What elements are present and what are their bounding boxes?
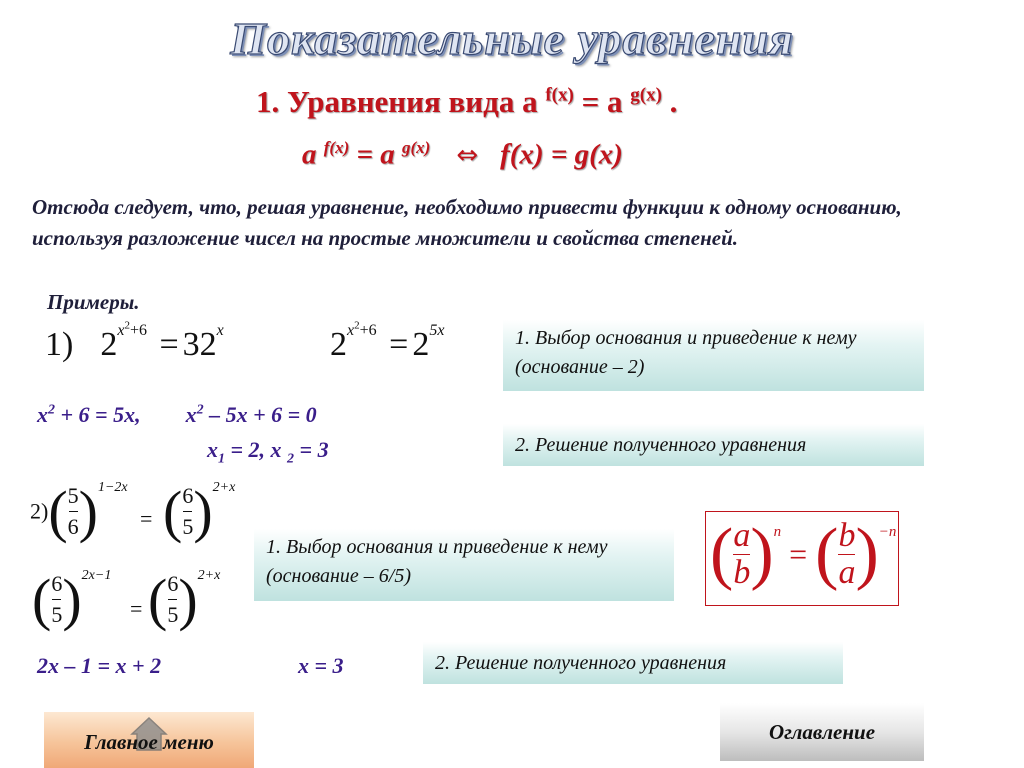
example1-line1-a-square: 2 — [48, 402, 55, 418]
example2-equation-line2 — [32, 566, 111, 633]
paren-open-icon: ( — [32, 567, 52, 632]
example1-equation-base2 — [330, 319, 445, 364]
heading-exp-g: g(x) — [630, 84, 662, 106]
fraction-exp: 2x−1 — [81, 568, 112, 583]
formula-exp-f: f(x) — [323, 138, 350, 157]
formula-rhs: f(x) = g(x) — [500, 138, 623, 171]
example1-root-mid: = 2, x — [225, 437, 288, 462]
paren-open-icon: ( — [163, 479, 183, 544]
example2-rhs1 — [163, 478, 235, 545]
example1-line1 — [37, 402, 317, 428]
property-exp: n — [773, 524, 782, 540]
property-exp2: −n — [878, 524, 897, 540]
heading-eq: = a — [573, 84, 631, 119]
hint-example2-step2: 2. Решение полученного уравнения — [423, 642, 843, 684]
fraction-exp: 2+x — [212, 480, 236, 495]
fraction-num: 5 — [67, 483, 79, 508]
example1-eq2: = — [389, 326, 409, 363]
paren-close-icon: ) — [750, 515, 774, 592]
example1-exp2-var: x — [347, 321, 355, 339]
fraction-num: 6 — [51, 571, 63, 596]
fraction-num: 6 — [182, 483, 194, 508]
example2-equation-line1 — [30, 478, 128, 545]
paren-open-icon: ( — [710, 515, 734, 592]
heading-prefix: 1. Уравнения вида a — [256, 84, 546, 119]
example1-line1-b-square: 2 — [196, 402, 204, 418]
contents-label: Оглавление — [768, 719, 876, 744]
example1-exp2-square: 2 — [354, 319, 360, 332]
example1-exp-square: 2 — [124, 319, 130, 332]
example1-rhs2: 2 — [412, 326, 430, 363]
main-menu-label: Главное меню — [84, 729, 214, 754]
hint-example1-step1: 1. Выбор основания и приведение к нему (основание – 2) — [503, 320, 924, 391]
equivalence-icon: ⇔ — [456, 140, 479, 171]
fraction-6-5 — [51, 571, 62, 628]
heading-exp-f: f(x) — [545, 84, 574, 106]
paren-close-icon: ) — [78, 479, 98, 544]
example1-root-var: x — [207, 437, 218, 462]
formula-eq: = a — [349, 138, 403, 171]
examples-label: Примеры. — [47, 290, 140, 314]
section-heading — [256, 84, 677, 120]
property-fraction-a-b — [733, 516, 751, 591]
contents-button[interactable] — [720, 703, 924, 761]
page-title: Показательные уравнения — [230, 13, 794, 64]
fraction-den: 6 — [67, 514, 79, 539]
example1-line1-a: x — [37, 402, 48, 427]
fraction-exp: 1−2x — [97, 480, 128, 495]
example2-eq2: = — [130, 596, 143, 621]
example1-eq: = — [159, 326, 179, 363]
fraction-num: 6 — [167, 571, 179, 596]
example2-line-b: x = 3 — [298, 653, 344, 678]
property-eq: = — [789, 535, 808, 572]
paren-close-icon: ) — [193, 479, 213, 544]
property-num: a — [733, 516, 751, 554]
paren-open-icon: ( — [148, 567, 168, 632]
power-property-formula — [710, 514, 896, 594]
example1-number: 1) — [45, 326, 74, 363]
example1-line1-a-tail: + 6 = 5x, — [55, 402, 141, 427]
hint-example2-step1: 1. Выбор основания и приведение к нему (основание – 6/5) — [254, 529, 674, 601]
explanation-text: Отсюда следует, что, решая уравнение, необходимо привести функции к одному основанию, используя разложение чисел на простые множители и свойства степеней. — [32, 195, 902, 250]
example1-exp-var: x — [117, 321, 125, 339]
example1-base: 2 — [100, 326, 118, 363]
example2-line-a: 2x – 1 = x + 2 — [37, 653, 162, 678]
example2-eq: = — [140, 506, 153, 531]
example2-number: 2) — [30, 498, 49, 524]
fraction-6-5 — [182, 483, 193, 540]
example1-rhs2-exp: 5x — [429, 321, 445, 339]
paren-close-icon: ) — [855, 515, 879, 592]
paren-open-icon: ( — [815, 515, 839, 592]
main-formula — [302, 138, 623, 172]
hint-example1-step2: 2. Решение полученного уравнения — [503, 424, 924, 466]
paren-close-icon: ) — [62, 567, 82, 632]
example1-line1-b-tail: – 5x + 6 = 0 — [203, 402, 317, 427]
example1-equation — [45, 319, 224, 364]
property-den2: a — [838, 553, 856, 591]
fraction-exp: 2+x — [197, 568, 221, 583]
example1-rhs-exp: x — [216, 321, 224, 339]
example1-roots — [207, 437, 329, 467]
formula-base: a — [302, 138, 317, 171]
property-den: b — [733, 553, 751, 591]
property-fraction-b-a — [838, 516, 856, 591]
fraction-6-5 — [167, 571, 178, 628]
example1-exp2-tail: +6 — [359, 321, 377, 339]
example1-base2: 2 — [330, 326, 347, 363]
paren-close-icon: ) — [178, 567, 198, 632]
example1-exp-tail: +6 — [129, 321, 147, 339]
paren-open-icon: ( — [48, 479, 68, 544]
fraction-5-6 — [68, 483, 79, 540]
fraction-den: 5 — [182, 514, 194, 539]
main-menu-button[interactable] — [44, 712, 254, 768]
example2-rhs2 — [148, 566, 220, 633]
formula-exp-g: g(x) — [402, 138, 431, 157]
example1-root-end: = 3 — [294, 437, 329, 462]
fraction-den: 5 — [167, 602, 179, 627]
example1-line1-b: x — [185, 402, 197, 427]
example1-root-sub2: 2 — [287, 451, 295, 467]
property-num2: b — [838, 516, 856, 554]
power-property-box — [705, 511, 899, 606]
fraction-den: 5 — [51, 602, 63, 627]
example1-rhs: 32 — [182, 326, 217, 363]
heading-end: . — [661, 84, 678, 119]
example1-root-sub1: 1 — [218, 451, 225, 467]
